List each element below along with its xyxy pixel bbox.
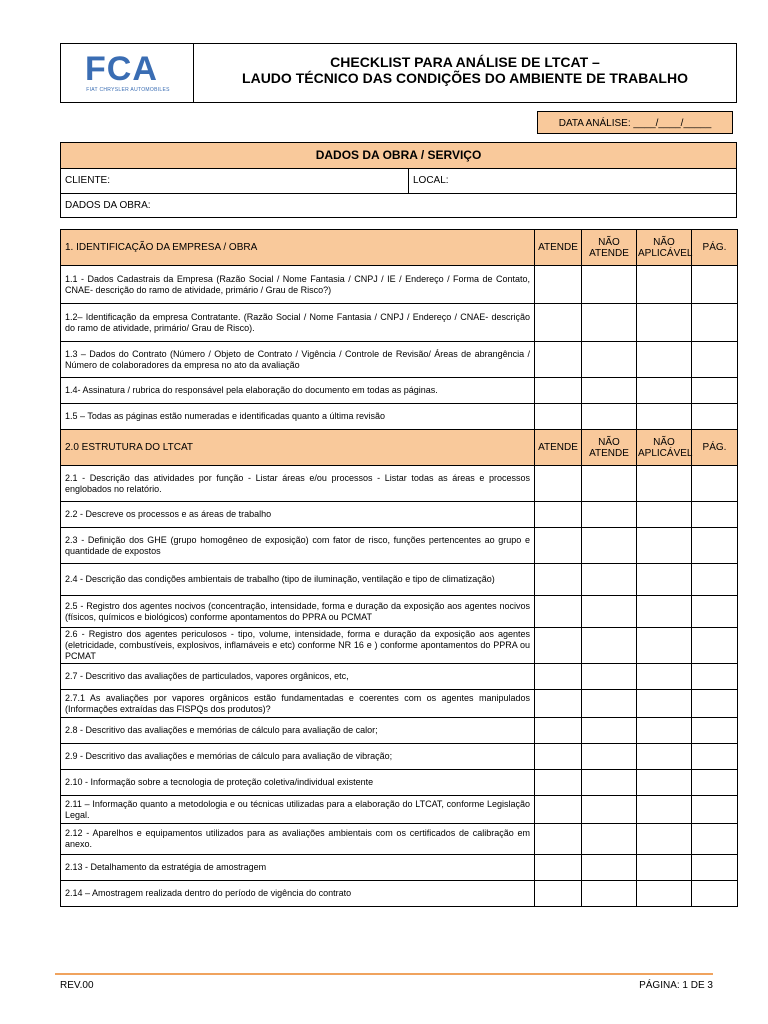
col-nao-atende-header: NÃO ATENDE bbox=[582, 430, 637, 466]
checklist-item-description: 2.14 – Amostragem realizada dentro do período de vigência do contrato bbox=[61, 881, 535, 907]
logo-cell bbox=[61, 44, 194, 102]
col-atende-cell[interactable] bbox=[535, 824, 582, 855]
col-nao-aplicavel-cell[interactable] bbox=[637, 342, 692, 378]
checklist-item-description: 2.11 – Informação quanto a metodologia e ou técnicas utilizadas para a elaboração do LTCAT, conforme Legislação Legal. bbox=[61, 796, 535, 824]
fca-logo: FCA bbox=[85, 50, 158, 88]
col-atende-cell[interactable] bbox=[535, 266, 582, 304]
col-pag-cell[interactable] bbox=[692, 342, 738, 378]
col-atende-cell[interactable] bbox=[535, 744, 582, 770]
document-title bbox=[194, 44, 736, 102]
section-title: 2.0 ESTRUTURA DO LTCAT bbox=[61, 430, 535, 466]
col-nao-atende-cell[interactable] bbox=[582, 718, 637, 744]
col-pag-cell[interactable] bbox=[692, 664, 738, 690]
checklist-row bbox=[61, 342, 738, 378]
checklist-item-description: 2.9 - Descritivo das avaliações e memórias de cálculo para avaliação de vibração; bbox=[61, 744, 535, 770]
checklist-item-description: 2.3 - Definição dos GHE (grupo homogêneo de exposição) com fator de risco, funções pertencentes ao grupo e quantidade de expostos bbox=[61, 528, 535, 564]
col-pag-cell[interactable] bbox=[692, 378, 738, 404]
col-nao-aplicavel-cell[interactable] bbox=[637, 596, 692, 628]
col-pag-cell[interactable] bbox=[692, 718, 738, 744]
col-pag-cell[interactable] bbox=[692, 596, 738, 628]
checklist-row bbox=[61, 855, 738, 881]
col-nao-aplicavel-cell[interactable] bbox=[637, 881, 692, 907]
col-nao-aplicavel-cell[interactable] bbox=[637, 628, 692, 664]
col-pag-cell[interactable] bbox=[692, 690, 738, 718]
col-nao-aplicavel-cell[interactable] bbox=[637, 404, 692, 430]
col-pag-cell[interactable] bbox=[692, 304, 738, 342]
checklist-row bbox=[61, 304, 738, 342]
col-nao-atende-cell[interactable] bbox=[582, 528, 637, 564]
col-nao-atende-cell[interactable] bbox=[582, 502, 637, 528]
col-nao-atende-cell[interactable] bbox=[582, 881, 637, 907]
col-pag-cell[interactable] bbox=[692, 770, 738, 796]
col-pag-cell[interactable] bbox=[692, 502, 738, 528]
section-header-row bbox=[61, 430, 738, 466]
col-nao-atende-cell[interactable] bbox=[582, 690, 637, 718]
checklist-item-description: 1.3 – Dados do Contrato (Número / Objeto de Contrato / Vigência / Controle de Revisão/ Áreas de abrangência / Número de colaboradores da empresa no ato da avaliação bbox=[61, 342, 535, 378]
col-nao-atende-cell[interactable] bbox=[582, 628, 637, 664]
col-nao-atende-cell[interactable] bbox=[582, 378, 637, 404]
col-pag-cell[interactable] bbox=[692, 404, 738, 430]
col-nao-atende-header: NÃO ATENDE bbox=[582, 230, 637, 266]
checklist-item-description: 2.5 - Registro dos agentes nocivos (concentração, intensidade, forma e duração da exposição aos agentes nocivos (físicos, químicos e biológicos) conforme apontamentos do PPRA ou PCMAT bbox=[61, 596, 535, 628]
checklist-body bbox=[61, 230, 738, 907]
col-atende-cell[interactable] bbox=[535, 564, 582, 596]
document-header bbox=[60, 43, 737, 103]
checklist-row bbox=[61, 502, 738, 528]
checklist-row bbox=[61, 744, 738, 770]
col-nao-aplicavel-cell[interactable] bbox=[637, 304, 692, 342]
col-nao-atende-cell[interactable] bbox=[582, 266, 637, 304]
checklist-row bbox=[61, 718, 738, 744]
checklist-row bbox=[61, 824, 738, 855]
checklist-row bbox=[61, 466, 738, 502]
col-nao-aplicavel-cell[interactable] bbox=[637, 528, 692, 564]
checklist-row bbox=[61, 770, 738, 796]
title-line-1: CHECKLIST PARA ANÁLISE DE LTCAT – bbox=[330, 54, 600, 70]
col-nao-aplicavel-cell[interactable] bbox=[637, 744, 692, 770]
col-nao-aplicavel-header: NÃO APLICÁVEL bbox=[637, 230, 692, 266]
col-nao-atende-cell[interactable] bbox=[582, 664, 637, 690]
col-nao-aplicavel-cell[interactable] bbox=[637, 502, 692, 528]
checklist-item-description: 1.5 – Todas as páginas estão numeradas e identificadas quanto a última revisão bbox=[61, 404, 535, 430]
checklist-row bbox=[61, 628, 738, 664]
revision-label: REV.00 bbox=[60, 980, 94, 991]
dados-obra-title: DADOS DA OBRA / SERVIÇO bbox=[61, 143, 736, 169]
dados-obra-row-1 bbox=[61, 169, 736, 194]
checklist-item-description: 2.13 - Detalhamento da estratégia de amostragem bbox=[61, 855, 535, 881]
col-nao-atende-cell[interactable] bbox=[582, 744, 637, 770]
checklist-row bbox=[61, 564, 738, 596]
col-atende-cell[interactable] bbox=[535, 502, 582, 528]
col-pag-cell[interactable] bbox=[692, 528, 738, 564]
checklist-row bbox=[61, 796, 738, 824]
col-atende-header: ATENDE bbox=[535, 230, 582, 266]
col-atende-cell[interactable] bbox=[535, 796, 582, 824]
checklist-item-description: 1.2– Identificação da empresa Contratante. (Razão Social / Nome Fantasia / CNPJ / Endereço / CNAE- descrição do ramo de atividade, primário/ Grau de Risco). bbox=[61, 304, 535, 342]
section-header-row bbox=[61, 230, 738, 266]
checklist-item-description: 2.7.1 As avaliações por vapores orgânicos estão fundamentadas e coerentes com os agentes manipulados (Informações extraídas das FISPQs dos produtos)? bbox=[61, 690, 535, 718]
checklist-item-description: 2.8 - Descritivo das avaliações e memórias de cálculo para avaliação de calor; bbox=[61, 718, 535, 744]
checklist-item-description: 2.6 - Registro dos agentes periculosos - tipo, volume, intensidade, forma e duração da exposição aos agentes (eletricidade, combustíveis, explosivos, inflamáveis e etc) conforme NR 16 e ) conforme apontamentos do PPRA ou PCMAT bbox=[61, 628, 535, 664]
title-line-2: LAUDO TÉCNICO DAS CONDIÇÕES DO AMBIENTE DE TRABALHO bbox=[242, 70, 688, 86]
col-pag-cell[interactable] bbox=[692, 881, 738, 907]
col-pag-cell[interactable] bbox=[692, 628, 738, 664]
dados-obra-box bbox=[60, 142, 737, 218]
col-nao-aplicavel-cell[interactable] bbox=[637, 466, 692, 502]
col-nao-aplicavel-cell[interactable] bbox=[637, 855, 692, 881]
col-nao-aplicavel-header: NÃO APLICÁVEL bbox=[637, 430, 692, 466]
local-cell bbox=[408, 169, 736, 193]
col-pag-cell[interactable] bbox=[692, 824, 738, 855]
col-atende-cell[interactable] bbox=[535, 770, 582, 796]
col-nao-aplicavel-cell[interactable] bbox=[637, 266, 692, 304]
checklist-row bbox=[61, 404, 738, 430]
col-nao-atende-cell[interactable] bbox=[582, 770, 637, 796]
col-nao-aplicavel-cell[interactable] bbox=[637, 796, 692, 824]
col-atende-cell[interactable] bbox=[535, 342, 582, 378]
checklist-item-description: 2.10 - Informação sobre a tecnologia de proteção coletiva/individual existente bbox=[61, 770, 535, 796]
col-atende-cell[interactable] bbox=[535, 881, 582, 907]
col-atende-header: ATENDE bbox=[535, 430, 582, 466]
col-nao-atende-cell[interactable] bbox=[582, 304, 637, 342]
checklist-item-description: 1.1 - Dados Cadastrais da Empresa (Razão Social / Nome Fantasia / CNPJ / IE / Endereço / Forma de Contato, CNAE- descrição do ramo de atividade, primário / Grau de Risco?) bbox=[61, 266, 535, 304]
checklist-item-description: 2.12 - Aparelhos e equipamentos utilizados para as avaliações ambientais com os certificados de calibração em anexo. bbox=[61, 824, 535, 855]
col-atende-cell[interactable] bbox=[535, 596, 582, 628]
col-atende-cell[interactable] bbox=[535, 664, 582, 690]
col-nao-aplicavel-cell[interactable] bbox=[637, 718, 692, 744]
col-atende-cell[interactable] bbox=[535, 378, 582, 404]
col-pag-header: PÁG. bbox=[692, 230, 738, 266]
col-pag-cell[interactable] bbox=[692, 744, 738, 770]
col-pag-cell[interactable] bbox=[692, 564, 738, 596]
col-nao-atende-cell[interactable] bbox=[582, 855, 637, 881]
checklist-item-description: 2.7 - Descritivo das avaliações de particulados, vapores orgânicos, etc, bbox=[61, 664, 535, 690]
checklist-row bbox=[61, 266, 738, 304]
checklist-row bbox=[61, 528, 738, 564]
col-atende-cell[interactable] bbox=[535, 466, 582, 502]
section-title: 1. IDENTIFICAÇÃO DA EMPRESA / OBRA bbox=[61, 230, 535, 266]
page-number: PÁGINA: 1 DE 3 bbox=[639, 980, 713, 991]
local-label: LOCAL: bbox=[413, 175, 449, 186]
col-atende-cell[interactable] bbox=[535, 718, 582, 744]
col-nao-atende-cell[interactable] bbox=[582, 796, 637, 824]
footer-divider bbox=[55, 973, 713, 975]
col-nao-atende-cell[interactable] bbox=[582, 596, 637, 628]
checklist-item-description: 2.2 - Descreve os processos e as áreas de trabalho bbox=[61, 502, 535, 528]
col-atende-cell[interactable] bbox=[535, 628, 582, 664]
dados-da-obra-label: DADOS DA OBRA: bbox=[65, 200, 151, 211]
col-pag-header: PÁG. bbox=[692, 430, 738, 466]
checklist-row bbox=[61, 664, 738, 690]
checklist-table bbox=[60, 229, 738, 907]
col-pag-cell[interactable] bbox=[692, 796, 738, 824]
checklist-row bbox=[61, 596, 738, 628]
col-nao-atende-cell[interactable] bbox=[582, 404, 637, 430]
col-nao-atende-cell[interactable] bbox=[582, 564, 637, 596]
col-nao-aplicavel-cell[interactable] bbox=[637, 770, 692, 796]
col-atende-cell[interactable] bbox=[535, 690, 582, 718]
col-nao-aplicavel-cell[interactable] bbox=[637, 664, 692, 690]
col-atende-cell[interactable] bbox=[535, 528, 582, 564]
col-nao-atende-cell[interactable] bbox=[582, 824, 637, 855]
col-nao-aplicavel-cell[interactable] bbox=[637, 564, 692, 596]
col-atende-cell[interactable] bbox=[535, 304, 582, 342]
col-atende-cell[interactable] bbox=[535, 855, 582, 881]
checklist-row bbox=[61, 881, 738, 907]
col-pag-cell[interactable] bbox=[692, 466, 738, 502]
checklist-item-description: 2.1 - Descrição das atividades por função - Listar áreas e/ou processos - Listar todas as áreas e processos englobados no relatório. bbox=[61, 466, 535, 502]
checklist-item-description: 2.4 - Descrição das condições ambientais de trabalho (tipo de iluminação, ventilação e tipo de climatização) bbox=[61, 564, 535, 596]
col-nao-aplicavel-cell[interactable] bbox=[637, 824, 692, 855]
checklist-row bbox=[61, 378, 738, 404]
dados-obra-row-2 bbox=[61, 194, 736, 217]
checklist-row bbox=[61, 690, 738, 718]
logo-subtitle: FIAT CHRYSLER AUTOMOBILES bbox=[86, 87, 170, 93]
col-nao-atende-cell[interactable] bbox=[582, 342, 637, 378]
col-nao-aplicavel-cell[interactable] bbox=[637, 690, 692, 718]
col-nao-aplicavel-cell[interactable] bbox=[637, 378, 692, 404]
col-pag-cell[interactable] bbox=[692, 855, 738, 881]
col-atende-cell[interactable] bbox=[535, 404, 582, 430]
cliente-label: CLIENTE: bbox=[65, 175, 111, 186]
col-nao-atende-cell[interactable] bbox=[582, 466, 637, 502]
col-pag-cell[interactable] bbox=[692, 266, 738, 304]
checklist-item-description: 1.4- Assinatura / rubrica do responsável pela elaboração do documento em todas as páginas. bbox=[61, 378, 535, 404]
data-analise-field: DATA ANÁLISE: ____/____/_____ bbox=[537, 111, 733, 134]
